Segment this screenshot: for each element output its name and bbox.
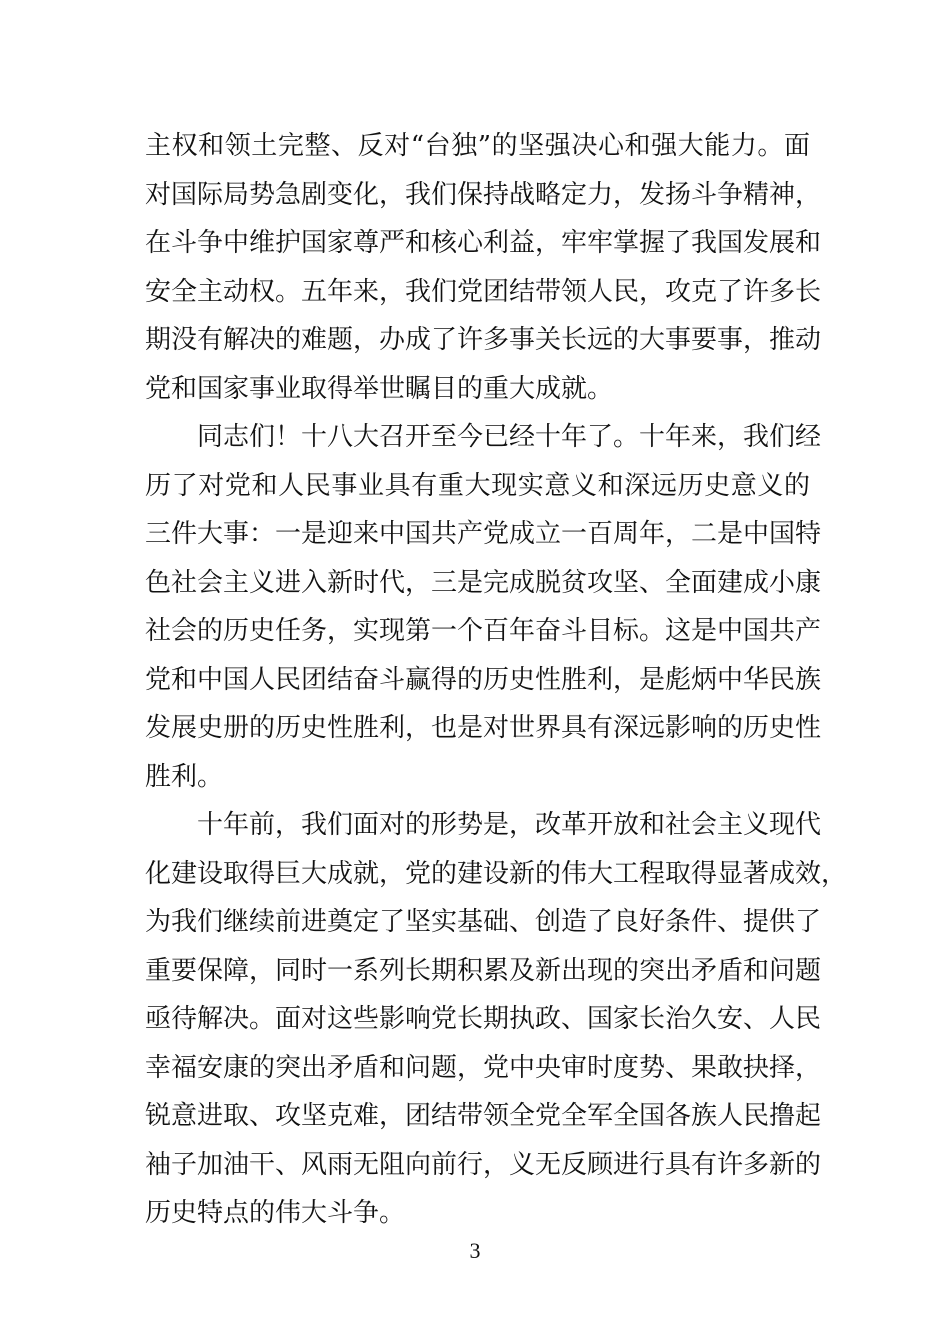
text-line: 安全主动权。五年来，我们党团结带领人民，攻克了许多长 (145, 276, 822, 307)
text-line: 十年前，我们面对的形势是，改革开放和社会主义现代 (197, 810, 822, 840)
text-line: 胜利。 (145, 761, 224, 792)
text-line: 幸福安康的突出矛盾和问题，党中央审时度势、果敢抉择， (145, 1052, 822, 1083)
text-line: 为我们继续前进奠定了坚实基础、创造了良好条件、提供了 (145, 907, 822, 937)
text-line: 三件大事：一是迎来中国共产党成立一百周年，二是中国特 (145, 519, 822, 549)
text-line: 重要保障，同时一系列长期积累及新出现的突出矛盾和问题 (145, 955, 822, 986)
text-line: 历了对党和人民事业具有重大现实意义和深远历史意义的 (145, 470, 810, 501)
text-line: 袖子加油干、风雨无阻向前行，义无反顾进行具有许多新的 (145, 1149, 822, 1180)
page-number: 3 (469, 1238, 481, 1263)
text-line: 党和国家事业取得举世瞩目的重大成就。 (145, 373, 614, 404)
text-line: 社会的历史任务，实现第一个百年奋斗目标。这是中国共产 (145, 616, 822, 646)
body-text (145, 122, 848, 1238)
text-line: 期没有解决的难题，办成了许多事关长远的大事要事，推动 (145, 325, 822, 355)
text-line: 历史特点的伟大斗争。 (145, 1198, 406, 1228)
text-line: 主权和领土完整、反对“台独”的坚强决心和强大能力。面 (145, 131, 810, 161)
text-line: 发展史册的历史性胜利，也是对世界具有深远影响的历史性 (145, 713, 822, 743)
text-line: 亟待解决。面对这些影响党长期执政、国家长治久安、人民 (145, 1004, 822, 1034)
text-line: 色社会主义进入新时代，三是完成脱贫攻坚、全面建成小康 (145, 567, 822, 598)
text-line: 对国际局势急剧变化，我们保持战略定力，发扬斗争精神， (145, 179, 822, 210)
text-line: 同志们！十八大召开至今已经十年了。十年来，我们经 (197, 422, 822, 452)
text-line: 锐意进取、攻坚克难，团结带领全党全军全国各族人民撸起 (145, 1101, 822, 1131)
text-line: 党和中国人民团结奋斗赢得的历史性胜利，是彪炳中华民族 (145, 664, 822, 695)
text-line: 在斗争中维护国家尊严和核心利益，牢牢掌握了我国发展和 (145, 228, 822, 258)
text-line: 化建设取得巨大成就，党的建设新的伟大工程取得显著成效， (145, 858, 848, 889)
